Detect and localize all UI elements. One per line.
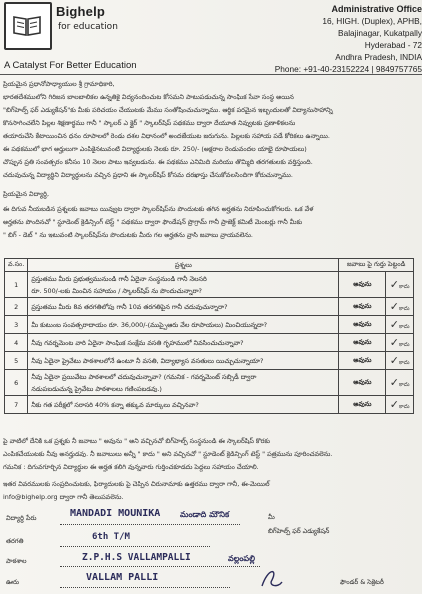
bighelp-logo: [4, 2, 52, 50]
row-question: మీ కుటుంబ సంవత్సరాదాయం రూ. 36,000/-(ముప్పైఆరు వేల రూపాయలు) మించియున్నదా?: [28, 316, 339, 334]
answer-no[interactable]: [386, 352, 414, 370]
answer-no-label: కాదు: [399, 382, 410, 388]
office-phone: Phone: +91-40-23152224 | 9849757765: [274, 64, 422, 74]
tagline: A Catalyst For Better Education: [4, 60, 137, 71]
student-line: ఈ దిగువ నీయబడిన ప్రశ్నలకు జవాబు యివ్వుట ద్వారా స్కాలర్‌షిప్‌ను పొందుటకు తగిన అర్హతను నిరూపించుకోగలరు. ఒక వేళ: [3, 205, 314, 213]
answer-no[interactable]: [386, 272, 414, 298]
answer-no[interactable]: [386, 334, 414, 352]
for-label: మీ: [268, 513, 275, 521]
office-line: Andhra Pradesh, INDIA: [335, 52, 422, 62]
table-row: [5, 316, 414, 334]
answer-no-label: కాదు: [399, 324, 410, 330]
brand-subtitle: for education: [58, 22, 118, 32]
row-question: [28, 370, 339, 396]
row-question: ప్రస్తుతము మీరు 8వ తరగతిలోపు గానీ 10వ తరగతిపైన గానీ చదువుచున్నారా?: [28, 298, 339, 316]
intro-line: ఈ పథకములో భాగ అర్హులుగా ఎంపికైనటువంటి విద్యార్థులకు నెలకు రూ. 250/- (అక్షరాల రెండువందల యాభై రూపాయలు): [3, 145, 307, 153]
intro-line: తయారుచేసి కేటాయించిన ధనం రూపాలలో రెండు దశల విధానంలో అందజేయుట జరుగును. పిల్లలకు సహాయ పడే కోరికలు ఉన్నాయి.: [3, 132, 330, 140]
question-text: ప్రస్తుతము మీరు ప్రభుత్వమునుండి గానీ ఏదైనా సంస్థనుండి గానీ నెలసరి: [31, 274, 207, 283]
table-row: [5, 334, 414, 352]
note-line: ఎంపికచేయుటకు నీవు అనర్హుడవు. నీ జవాబులు అన్నీ " కాదు " అని వచ్చినచో " స్టూడెంట్ క్రెడిన్సింగ్ టెస్ట్ " పత్రమును పూరించవలెను.: [3, 450, 333, 458]
place-label: ఊరు: [6, 578, 19, 586]
answer-no[interactable]: [386, 298, 414, 316]
answer-no-label: కాదు: [399, 404, 410, 410]
office-line: 16, HIGH. (Duplex), APHB,: [322, 16, 422, 26]
student-salutation: ప్రియమైన విద్యార్థి,: [3, 190, 49, 198]
founder-label: ఫౌండర్ & సెక్రెటరీ: [340, 578, 384, 586]
table-row: [5, 396, 414, 414]
student-line: " బిగ్ - డెబ్ " ను ఇటువంటి స్కాలర్‌షిప్‌ను పొందుటకు మీరు గల అర్హతను వ్రాసి జవాబు వ్రాయవలెను.: [3, 231, 253, 239]
answer-no[interactable]: [386, 370, 414, 396]
answer-no-label: కాదు: [399, 342, 410, 348]
name-label: విద్యార్థి పేరు: [6, 514, 37, 522]
org-label: బిగ్‌హెల్ప్ ఫర్ ఎడ్యుకేషన్: [268, 527, 330, 535]
check-mark-icon: ✓: [389, 336, 399, 349]
intro-line: చొప్పున ప్రతి సంవత్సరం కనీసం 10 నెలల పాటు ఇవ్వబడును. ఈ పథకము ఎనిమిది మరియు తొమ్మిది తరగతులకు వర్తిస్తుంది.: [3, 158, 313, 166]
note-line: పై వాటిలో దేనికి ఒక ప్రశ్నకు నీ జవాబు " అవును " అని వచ్చినచో బిగ్‌హెల్ప్ సంస్థనుండి ఈ స్కాలర్‌షిప్ కొరకు: [3, 437, 270, 445]
eligibility-table: [4, 258, 414, 414]
contact-line: info@bighelp.org ద్వారా గానీ తెలుపవలెను.: [3, 493, 124, 501]
row-question: నీకు గత పరీక్షలో సరాసరి 40% కన్నా తక్కువ మార్కులు వచ్చినవా?: [28, 396, 339, 414]
table-row: [5, 352, 414, 370]
row-number: 3: [5, 316, 28, 334]
question-text: నీవు ఏదైనా ప్రయివేటు పాఠశాలలో చదువుచున్నావా? (గమనిక - గవర్నమెంట్ సబ్సిడీ ద్వారా: [31, 372, 257, 381]
question-text: నడుపబడుచున్న ప్రైవేటు పాఠశాలలు గణింపబడవు.): [31, 384, 162, 393]
row-number: 4: [5, 334, 28, 352]
answer-yes[interactable]: అవును: [339, 316, 386, 334]
answer-yes[interactable]: అవును: [339, 334, 386, 352]
school-field[interactable]: Z.P.H.S VALLAMPALLI: [82, 552, 191, 563]
question-text: రూ. 500/-లకు మించిన సహాయం / స్కాలర్‌షిప్ ను పొందుచున్నారా?: [31, 286, 202, 295]
check-mark-icon: ✓: [389, 300, 399, 313]
signature-mark: [258, 566, 284, 590]
col-answer-header: జవాబు పై గుర్తు పెట్టండి: [339, 259, 414, 272]
school-telugu: వల్లంపల్లి: [228, 554, 255, 563]
answer-yes[interactable]: అవును: [339, 370, 386, 396]
row-question: [28, 272, 339, 298]
intro-line: చదువుచున్న విద్యార్థిని విద్యార్థులను వచ్చిన ప్రధాని ఈ స్కాలర్‌షిప్ కోసమ దరఖాస్తు చేసుకోవలసిందిగా కోరుచున్నాము.: [3, 171, 293, 179]
col-question-header: ప్రశ్నలు: [28, 259, 339, 272]
place-underline: [60, 587, 230, 588]
school-underline: [60, 566, 260, 567]
name-field[interactable]: MANDADI MOUNIKA: [70, 508, 161, 519]
col-number-header: వ.సం.: [5, 259, 28, 272]
answer-no-label: కాదు: [399, 360, 410, 366]
check-mark-icon: ✓: [389, 376, 399, 389]
student-line: అర్హతను పొందినచో " స్టూడెంట్ క్రెడిన్సింగ్ టెస్ట్ " పథకము ద్వారా ఫౌండేషన్ ప్రొగ్రామ్ గానీ ప్రాజెక్ట్ కమిటీ మెంబర్లు గానీ మీకు: [3, 218, 303, 226]
answer-no[interactable]: [386, 316, 414, 334]
row-question: నీవు ఏదైనా ప్రైవేటు పాఠశాలలోనే ఉంటూ నీ వసతి, విద్యాభ్యాస వసతులు యిచ్చుచున్నాయా?: [28, 352, 339, 370]
check-mark-icon: ✓: [389, 318, 399, 331]
class-underline: [60, 546, 210, 547]
intro-line: కొనసాగించలేని పిల్లల శిక్షణార్థము గానీ " స్కాలర్ ఎ క్లైర్ " స్కాలర్‌షిప్ పథకము ద్వారా దేయూత నివ్వుటకు ప్రణాళికలను: [3, 119, 296, 127]
intro-line: భారతదేశములోని గిరిజన బాలబాలికల ఉన్నతికై విద్యనందించుట కోసమని పాటుపడుచున్న సాంఘిక సేవా సంస్థ అయిన: [3, 93, 294, 101]
row-question: నీవు గవర్నమెంట వారి ఏదైనా సాంఘిక సంక్షేమ వసతి గృహములో నివసించుచున్నావా?: [28, 334, 339, 352]
name-underline: [60, 524, 240, 525]
answer-no-label: కాదు: [399, 306, 410, 312]
place-field[interactable]: VALLAM PALLI: [86, 572, 159, 583]
header-divider: [0, 74, 422, 75]
table-row: [5, 272, 414, 298]
table-header-row: [5, 259, 414, 272]
book-icon: [13, 14, 41, 36]
brand-name: Bighelp: [56, 4, 106, 19]
answer-no-label: కాదు: [399, 284, 410, 290]
answer-yes[interactable]: అవును: [339, 298, 386, 316]
office-title: Administrative Office: [331, 4, 422, 14]
office-line: Hyderabad - 72: [364, 40, 422, 50]
row-number: 5: [5, 352, 28, 370]
table-row: [5, 370, 414, 396]
row-number: 2: [5, 298, 28, 316]
office-line: Balajinagar, Kukatpally: [338, 28, 422, 38]
check-mark-icon: ✓: [389, 354, 399, 367]
school-label: పాఠశాల: [6, 557, 27, 565]
note-line: గమనిక : దిగువగూర్చిన విద్యార్థుల ఈ అర్హత కలిగి వున్నవారు గుర్తించకూడదు పెద్దలు సహాయం చేయాలి.: [3, 463, 259, 471]
class-field[interactable]: 6th T/M: [92, 532, 130, 542]
answer-yes[interactable]: అవును: [339, 396, 386, 414]
answer-yes[interactable]: అవును: [339, 352, 386, 370]
intro-line: "బిగ్‌హెల్ప్ ఫర్ ఎడ్యుకేషన్"కు మీకు పరిచయం చేయుటకు మేము సంతోషించుచున్నాము. ఆర్థిక పరమైన ఇబ్బందులతో విద్యానుసాహాన్ని: [3, 106, 333, 114]
row-number: 1: [5, 272, 28, 298]
answer-no[interactable]: [386, 396, 414, 414]
name-telugu: మండాది మౌనిక: [180, 510, 230, 519]
check-mark-icon: ✓: [389, 398, 399, 411]
office-address: [232, 3, 422, 75]
table-row: [5, 298, 414, 316]
intro-line: ప్రియమైన ప్రధానోపాధ్యాయుల శ్రీ గ్రామాధికారి,: [3, 80, 115, 88]
row-number: 7: [5, 396, 28, 414]
answer-yes[interactable]: అవును: [339, 272, 386, 298]
note-line: ఇతర వివరములకు సంప్రదించుటకు, ఫిర్యాదులకు పై చెప్పిన చిరునామాకు ఉత్తరము ద్వారా గానీ, ఈ-మెయిల్: [3, 480, 270, 488]
class-label: తరగతి: [6, 537, 24, 545]
check-mark-icon: ✓: [389, 278, 399, 291]
row-number: 6: [5, 370, 28, 396]
